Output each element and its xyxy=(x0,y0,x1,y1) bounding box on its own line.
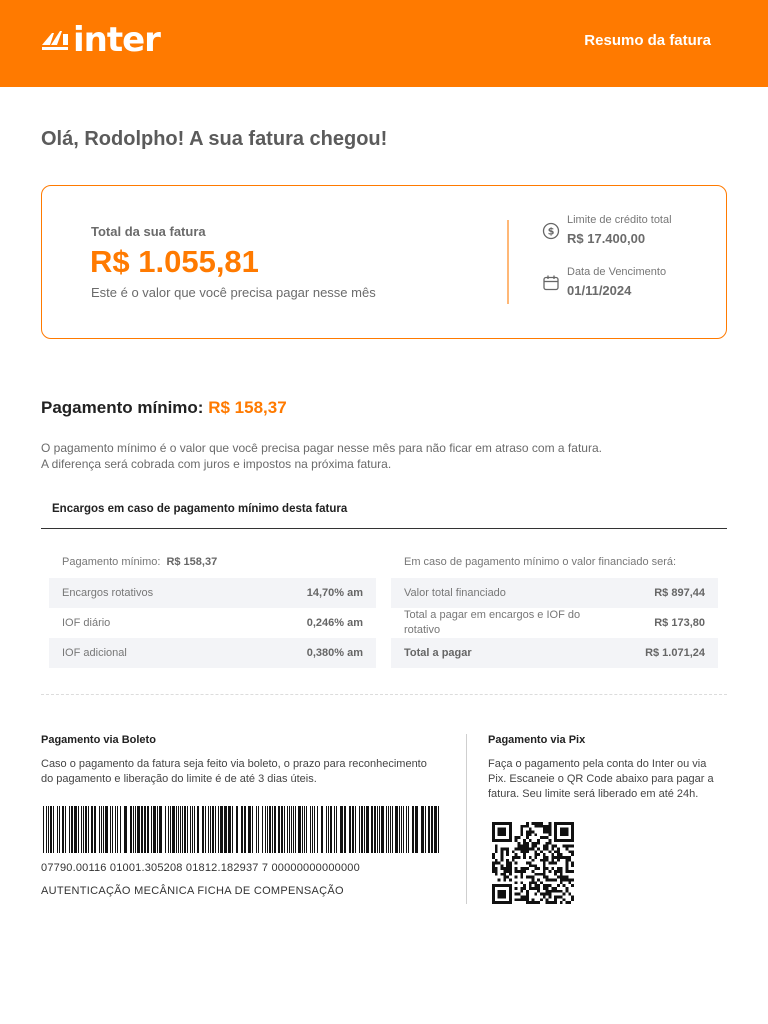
financing-row-label: Total a pagar xyxy=(404,647,472,659)
credit-limit-label: Limite de crédito total xyxy=(567,214,672,226)
charges-row xyxy=(49,578,376,608)
charges-row-value: 14,70% am xyxy=(306,587,363,599)
minimum-payment-title xyxy=(41,398,287,418)
total-value: R$ 1.055,81 xyxy=(90,244,259,279)
minimum-payment-label: Pagamento mínimo: xyxy=(41,398,204,417)
svg-text:$: $ xyxy=(547,226,555,238)
pix-qr-code xyxy=(490,822,576,904)
charges-row-label: Encargos rotativos xyxy=(62,587,154,599)
financing-row xyxy=(391,638,718,668)
total-note: Este é o valor que você precisa pagar nesse mês xyxy=(91,285,376,300)
boleto-barcode xyxy=(41,806,441,853)
charges-row-label: IOF diário xyxy=(62,617,111,629)
total-label: Total da sua fatura xyxy=(91,224,206,239)
minimum-payment-description xyxy=(41,440,602,472)
charges-row-value: 0,380% am xyxy=(306,647,363,659)
financing-row-label: Total a pagar em encargos e IOF do rotativo xyxy=(404,609,581,636)
due-date-value: 01/11/2024 xyxy=(567,283,632,298)
due-date-label: Data de Vencimento xyxy=(567,266,667,278)
charges-row xyxy=(49,608,376,638)
charges-right-header: Em caso de pagamento mínimo o valor financiado será: xyxy=(404,556,677,568)
charges-title: Encargos em caso de pagamento mínimo desta fatura xyxy=(52,503,348,515)
inter-logo-mark-icon xyxy=(40,25,70,55)
charges-divider xyxy=(41,528,727,529)
credit-limit-value: R$ 17.400,00 xyxy=(567,231,646,246)
card-divider xyxy=(507,220,509,304)
calendar-icon xyxy=(542,274,560,292)
header-bar xyxy=(0,0,768,87)
financing-row-value: R$ 173,80 xyxy=(654,617,705,629)
dollar-circle-icon xyxy=(542,222,560,240)
financing-row-value: R$ 1.071,24 xyxy=(645,647,705,659)
charges-left-header-value: R$ 158,37 xyxy=(166,556,218,568)
financing-row xyxy=(391,578,718,608)
charges-row xyxy=(49,638,376,668)
boleto-authentication: AUTENTICAÇÃO MECÂNICA FICHA DE COMPENSAÇÃO xyxy=(41,885,344,897)
charges-row-label: IOF adicional xyxy=(62,647,127,659)
charges-left-header-label: Pagamento mínimo: xyxy=(62,556,161,568)
minimum-payment-desc-line: A diferença será cobrada com juros e impostos na próxima fatura. xyxy=(41,457,392,471)
boleto-description: Caso o pagamento da fatura seja feito via boleto, o prazo para reconhecimento do pagamento e liberação do limite é de até 3 dias úteis. xyxy=(41,758,427,785)
minimum-payment-value: R$ 158,37 xyxy=(208,398,287,417)
invoice-total-card xyxy=(41,185,727,339)
boleto-title: Pagamento via Boleto xyxy=(41,734,156,746)
financing-row-label: Valor total financiado xyxy=(404,587,506,599)
pix-description: Faça o pagamento pela conta do Inter ou via Pix. Escaneie o QR Code abaixo para pagar a fatura. Seu limite será liberado em até 24h. xyxy=(488,758,714,800)
inter-logo xyxy=(40,22,160,58)
boleto-barcode-number: 07790.00116 01001.305208 01812.182937 7 00000000000000 xyxy=(41,862,360,874)
financing-row xyxy=(391,608,718,638)
charges-left-header xyxy=(62,556,217,568)
header-title: Resumo da fatura xyxy=(584,32,711,49)
inter-logo-text: inter xyxy=(73,20,160,60)
greeting-heading: Olá, Rodolpho! A sua fatura chegou! xyxy=(41,128,388,150)
pix-title: Pagamento via Pix xyxy=(488,734,586,746)
financing-row-value: R$ 897,44 xyxy=(654,587,705,599)
minimum-payment-desc-line: O pagamento mínimo é o valor que você precisa pagar nesse mês para não ficar em atraso com a fatura. xyxy=(41,441,602,455)
charges-row-value: 0,246% am xyxy=(306,617,363,629)
section-dashed-divider xyxy=(41,694,727,695)
payment-divider xyxy=(466,734,467,904)
